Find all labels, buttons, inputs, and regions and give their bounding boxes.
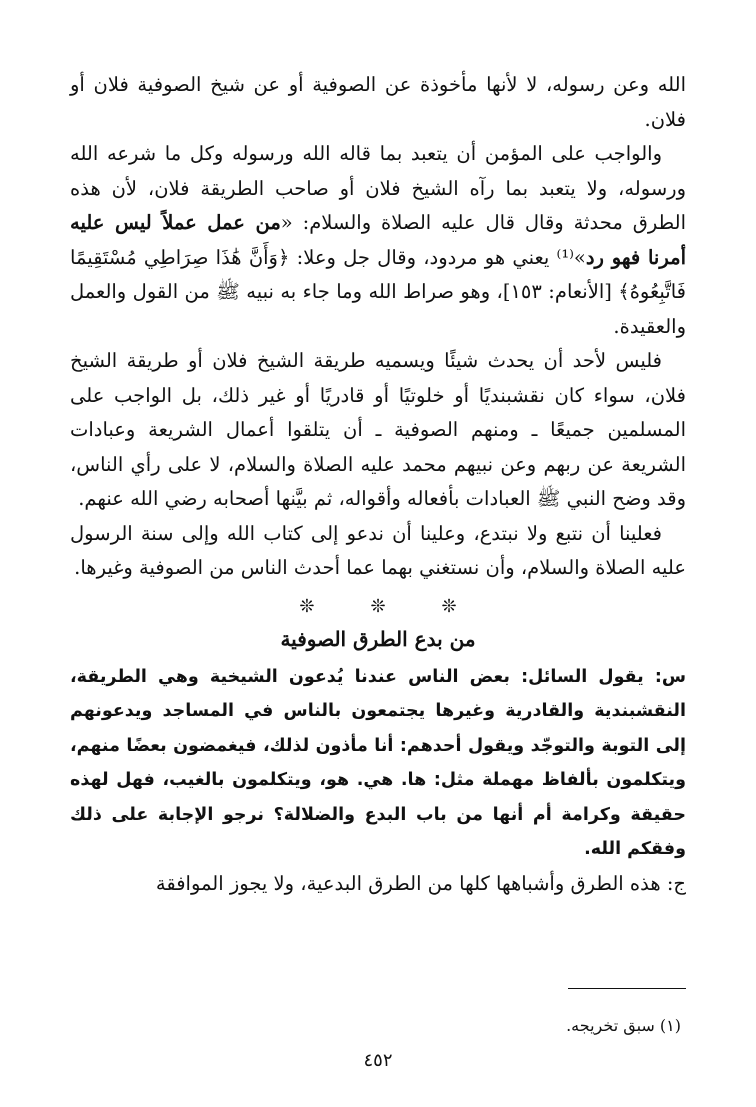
answer-paragraph (70, 867, 686, 902)
paragraph-obligation-text-b: »⁽¹⁾ يعني هو مردود، وقال جل وعلا: ﴿وَأَنَّ هَٰذَا صِرَاطِي مُسْتَقِيمًا فَاتَّبِعُوهُ﴾ [الأنعام: ١٥٣]، وهو صراط الله وما جاء به نبيه ﷺ من القول والعمل والعقيدة. (70, 245, 686, 338)
question-paragraph (70, 660, 686, 867)
answer-text: هذه الطرق وأشباهها كلها من الطرق البدعية، ولا يجوز الموافقة (155, 871, 667, 895)
star-ornament-icon: ❊ (441, 595, 457, 617)
section-title: من بدع الطرق الصوفية (280, 626, 476, 651)
paragraph-follow-sunnah: فعلينا أن نتبع ولا نبتدع، وعلينا أن ندعو إلى كتاب الله وإلى سنة الرسول عليه الصلاة والسلام، وأن نستغني بهما عما أحدث الناس من الصوفية وغيرها. (70, 521, 686, 579)
section-divider-stars (70, 594, 686, 620)
page-body (70, 68, 686, 901)
footnote-marker: (١) (659, 1016, 681, 1035)
question-label: س: يقول السائل: (521, 666, 686, 687)
paragraph-obligation-text-a: والواجب على المؤمن أن يتعبد بما قاله الله ورسوله وكل ما شرعه الله ورسوله، ولا يتعبد بما رآه الشيخ فلان أو صاحب الطريقة فلان، لأن هذه الطرق محدثة وقال قال عليه الصلاة والسلام: « (70, 142, 687, 234)
paragraph-no-innovation: فليس لأحد أن يحدث شيئًا ويسميه طريقة الشيخ فلان أو طريقة الشيخ فلان، سواء كان نقشبنديًا أو خلوتيًا أو قادريًا أو غير ذلك، بل الواجب على المسلمين جميعًا ـ ومنهم الصوفية ـ أن يتلقوا أعمال الشريعة وعبادات الشريعة عن ربهم وعن نبيهم محمد عليه الصلاة والسلام، لا على رأي الناس، وقد وضح النبي ﷺ العبادات بأفعاله وأقواله، ثم بيَّنها أصحابه رضي الله عنهم. (70, 349, 686, 510)
footnote-text: سبق تخريجه. (566, 1016, 655, 1035)
answer-label: ج: (666, 871, 686, 895)
star-ornament-icon: ❊ (370, 595, 386, 617)
star-ornament-icon: ❊ (299, 595, 315, 617)
paragraph-obligation (70, 137, 686, 344)
footnote (566, 1015, 681, 1037)
paragraph-continuation: الله وعن رسوله، لا لأنها مأخوذة عن الصوفية أو عن شيخ الصوفية فلان أو فلان. (70, 73, 686, 131)
footnote-separator (568, 988, 686, 989)
page-number: ٤٥٢ (363, 1050, 393, 1071)
question-text: بعض الناس عندنا يُدعون الشيخية وهي الطريقة، النقشبندية والقادرية وغيرها يجتمعون بالناس في المساجد ويدعونهم إلى التوبة والتوجّد ويقول أحدهم: أنا مأذون لذلك، فيغمضون بعضًا منهم، ويتكلمون بألفاظ مهملة مثل: ها. هي. هو، ويتكلمون بالغيب، فهل لهذه حقيقة وكرامة أم أنها من باب البدع والضلالة؟ نرجو الإجابة على ذلك وفقكم الله. (70, 666, 686, 859)
hadith-quote: من عمل عملاً ليس عليه أمرنا فهو رد (70, 211, 686, 269)
